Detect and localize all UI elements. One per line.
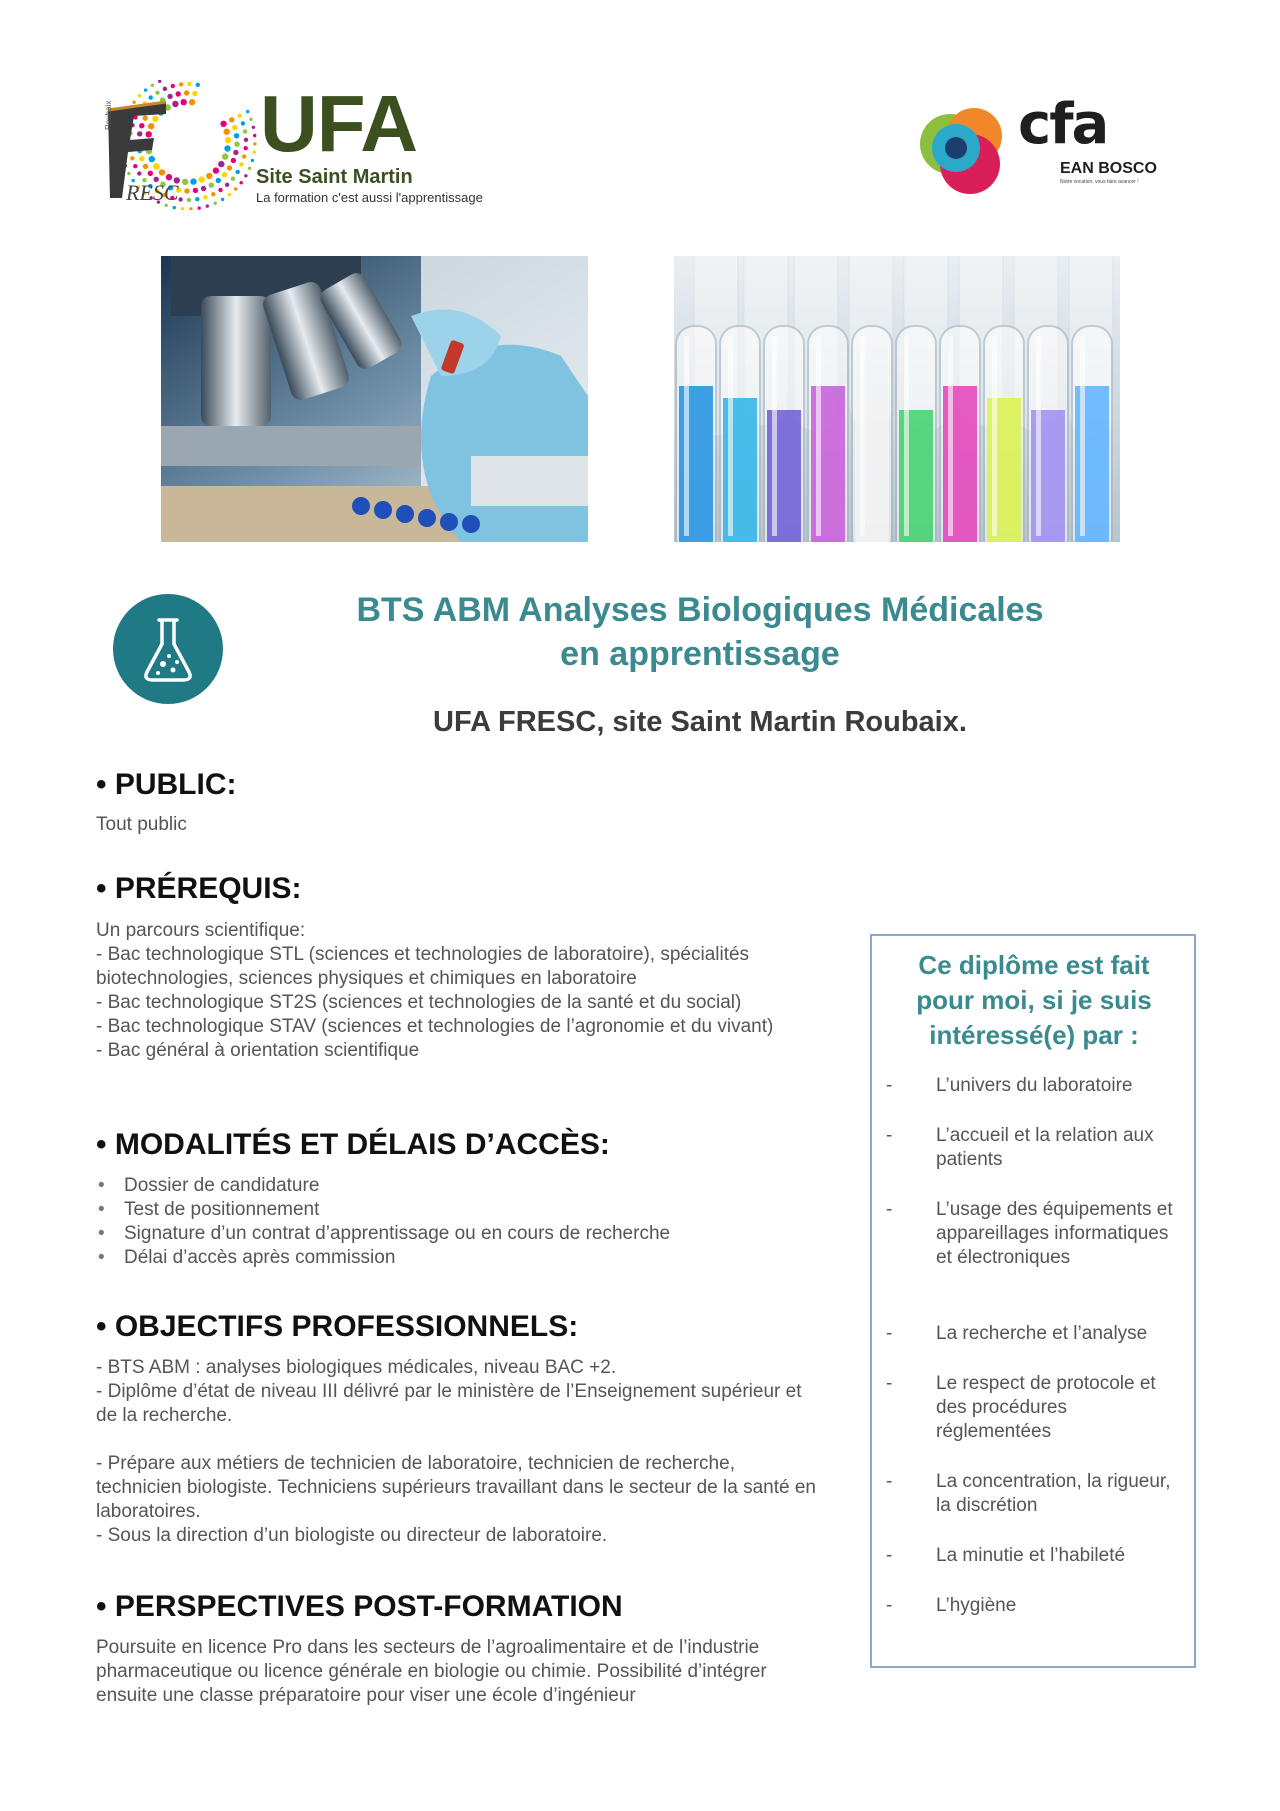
heading-objectifs: • OBJECTIFS PROFESSIONNELS: bbox=[96, 1310, 579, 1343]
fresc-wordmark: RESC bbox=[126, 180, 179, 205]
objectifs-line: - BTS ABM : analyses biologiques médicales, niveau BAC +2. bbox=[96, 1357, 617, 1378]
interest-item: La minutie et l’habileté bbox=[936, 1545, 1126, 1566]
objectifs-line: - Diplôme d’état de niveau III délivré par le ministère de l’Enseignement supérieur et de la recherche. bbox=[96, 1381, 802, 1426]
heading-modalites: • MODALITÉS ET DÉLAIS D’ACCÈS: bbox=[96, 1128, 610, 1161]
roubaix-label: Roubaix bbox=[104, 100, 113, 130]
cfa-jean-bosco-logo bbox=[918, 92, 1158, 198]
interest-item: La recherche et l’analyse bbox=[936, 1323, 1148, 1344]
modalites-list bbox=[96, 1174, 826, 1270]
interest-item: L’univers du laboratoire bbox=[936, 1075, 1133, 1096]
interest-item: L’accueil et la relation aux patients bbox=[936, 1125, 1154, 1170]
microscope-photo bbox=[161, 256, 588, 542]
ufa-wordmark: UFA bbox=[260, 79, 417, 168]
perspectives-body: Poursuite en licence Pro dans les secteurs de l’agroalimentaire et de l’industrie pharmaceutique ou licence générale en biologie ou chimie. Possibilité d’intégrer ensuite une classe préparatoire pour viser une école d’ingénieur bbox=[96, 1637, 767, 1706]
prerequis-body bbox=[96, 919, 821, 1063]
prerequis-line: - Bac technologique STAV (sciences et technologies de l’agronomie et du vivant) bbox=[96, 1016, 774, 1037]
cfa-wordmark: cfa bbox=[1018, 92, 1108, 157]
page-title bbox=[260, 588, 1140, 676]
cfa-motto: Notre vocation, vous faire avancer ! bbox=[1060, 179, 1139, 185]
interest-box-title: Ce diplôme est fait pour moi, si je suis intéressé(e) par : bbox=[916, 950, 1152, 1050]
objectifs-line: - Prépare aux métiers de technicien de laboratoire, technicien de recherche, technicien biologiste. Techniciens supérieurs travaillant dans le secteur de la santé en laboratoires. bbox=[96, 1453, 816, 1522]
heading-perspectives: • PERSPECTIVES POST-FORMATION bbox=[96, 1590, 623, 1623]
interest-item: L’hygiène bbox=[936, 1595, 1017, 1616]
title-line-1: BTS ABM Analyses Biologiques Médicales bbox=[356, 591, 1044, 629]
heading-prerequis: • PRÉREQUIS: bbox=[96, 872, 302, 905]
interest-box bbox=[870, 934, 1196, 1668]
prerequis-line: - Bac technologique STL (sciences et technologies de laboratoire), spécialités biotechnologies, sciences physiques et chimiques en laboratoire bbox=[96, 944, 750, 989]
list-item: • Délai d’accès après commission bbox=[96, 1246, 826, 1270]
list-item: • Signature d’un contrat d’apprentissage ou en cours de recherche bbox=[96, 1222, 826, 1246]
dotted-ring-icon bbox=[96, 80, 266, 210]
interest-item: Le respect de protocole et des procédures réglementées bbox=[936, 1373, 1156, 1442]
test-tubes-photo bbox=[674, 256, 1120, 542]
objectifs-body bbox=[96, 1356, 816, 1548]
dash-marker: - bbox=[886, 1471, 893, 1492]
ufa-tagline: La formation c'est aussi l'apprentissage bbox=[256, 190, 483, 205]
ufa-fresc-logo bbox=[96, 80, 536, 210]
flask-icon bbox=[113, 594, 223, 704]
page-subtitle: UFA FRESC, site Saint Martin Roubaix. bbox=[433, 706, 967, 738]
prerequis-line: Un parcours scientifique: bbox=[96, 920, 306, 941]
objectifs-line: - Sous la direction d’un biologiste ou directeur de laboratoire. bbox=[96, 1525, 608, 1546]
dash-marker: - bbox=[886, 1545, 893, 1566]
public-body: Tout public bbox=[96, 814, 187, 835]
list-item: • Dossier de candidature bbox=[96, 1174, 826, 1198]
ufa-site-name: Site Saint Martin bbox=[256, 166, 413, 188]
dash-marker: - bbox=[886, 1125, 893, 1146]
dash-marker: - bbox=[886, 1075, 893, 1096]
dash-marker: - bbox=[886, 1323, 893, 1344]
interest-item: La concentration, la rigueur, la discrétion bbox=[936, 1471, 1171, 1516]
prerequis-line: - Bac général à orientation scientifique bbox=[96, 1040, 420, 1061]
cfa-circles-icon bbox=[918, 102, 1018, 198]
interest-item: L’usage des équipements et appareillages informatiques et électroniques bbox=[936, 1199, 1173, 1268]
dash-marker: - bbox=[886, 1373, 893, 1394]
list-item: • Test de positionnement bbox=[96, 1198, 826, 1222]
heading-public: • PUBLIC: bbox=[96, 768, 237, 801]
dash-marker: - bbox=[886, 1595, 893, 1616]
prerequis-line: - Bac technologique ST2S (sciences et technologies de la santé et du social) bbox=[96, 992, 742, 1013]
modalites-body bbox=[96, 1174, 826, 1270]
dash-marker: - bbox=[886, 1199, 893, 1220]
cfa-sub-wordmark: EAN BOSCO bbox=[1060, 160, 1157, 177]
title-line-2: en apprentissage bbox=[560, 635, 840, 673]
